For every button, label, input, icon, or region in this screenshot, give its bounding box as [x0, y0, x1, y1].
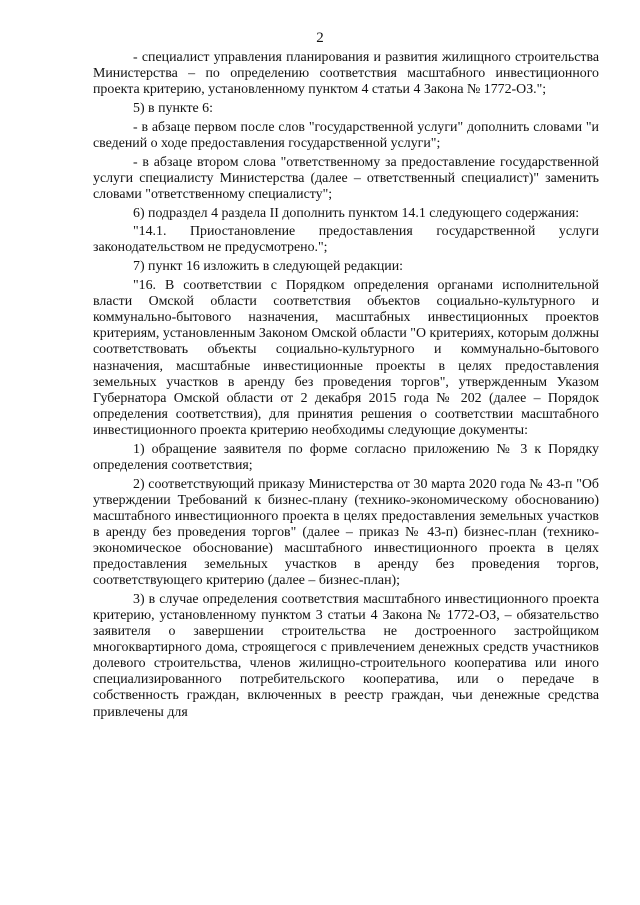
paragraph-doc-1: 1) обращение заявителя по форме согласно приложению № 3 к Порядку определения соответствия; — [93, 441, 599, 473]
paragraph-clause-14-1: "14.1. Приостановление предоставления государственной услуги законодательством не предусмотрено."; — [93, 224, 599, 256]
paragraph-item-6: 6) подраздел 4 раздела II дополнить пунктом 14.1 следующего содержания: — [133, 205, 580, 221]
paragraph-item-5-first: - в абзаце первом после слов "государственной услуги" дополнить словами "и сведений о ходе предоставления государственной услуги"; — [93, 119, 599, 151]
page-number: 2 — [316, 30, 324, 46]
paragraph-item-5: 5) в пункте 6: — [133, 100, 213, 116]
paragraph-doc-2: 2) соответствующий приказу Министерства от 30 марта 2020 года № 43-п "Об утверждении Требований к бизнес-плану (технико-экономическому обоснованию) масштабного инвестиционного проекта в целях предоставления земельных участков в аренду без проведения торгов" (далее – приказ № 43-п) бизнес-план (технико-экономическое обоснование) масштабного инвестиционного проекта в целях предоставления земельных участков в аренду без проведения торгов, соответствующего критерию (далее – бизнес-план); — [93, 476, 599, 589]
paragraph-clause-16: "16. В соответствии с Порядком определения органами исполнительной власти Омской области соответствия объектов социально-культурного и коммунально-бытового назначения, масштабных инвестиционных проектов критериям, установленным Законом Омской области "О критериях, которым должны соответствовать объекты социально-культурного и коммунально-бытового назначения, масштабные инвестиционные проекты в целях предоставления земельных участков в аренду без проведения торгов", утвержденным Указом Губернатора Омской области от 2 декабря 2015 года № 202 (далее – Порядок определения соответствия), для принятия решения о соответствии масштабного инвестиционного проекта критерию необходимы следующие документы: — [93, 278, 599, 438]
paragraph-item-5-second: - в абзаце втором слова "ответственному за предоставление государственной услуги специалисту Министерства (далее – ответственный специалист)" заменить словами "ответственному специалисту"; — [93, 154, 599, 202]
document-body — [93, 50, 599, 723]
paragraph-doc-3: 3) в случае определения соответствия масштабного инвестиционного проекта критерию, установленному пунктом 3 статьи 4 Закона № 1772-ОЗ, – обязательство заявителя о завершении строительства не достроенного застройщиком многоквартирного дома, строящегося с привлечением денежных средств участников долевого строительства, членов жилищно-строительного кооператива или иного специализированного потребительского кооператива, или о передаче в собственность граждан, включенных в реестр граждан, чьи денежные средства привлечены для — [93, 591, 599, 720]
paragraph-item-7: 7) пункт 16 изложить в следующей редакции: — [133, 259, 404, 275]
paragraph-specialist-housing: - специалист управления планирования и развития жилищного строительства Министерства – по определению соответствия масштабного инвестиционного проекта критерию, установленному пунктом 4 статьи 4 Закона № 1772-ОЗ."; — [93, 50, 599, 98]
